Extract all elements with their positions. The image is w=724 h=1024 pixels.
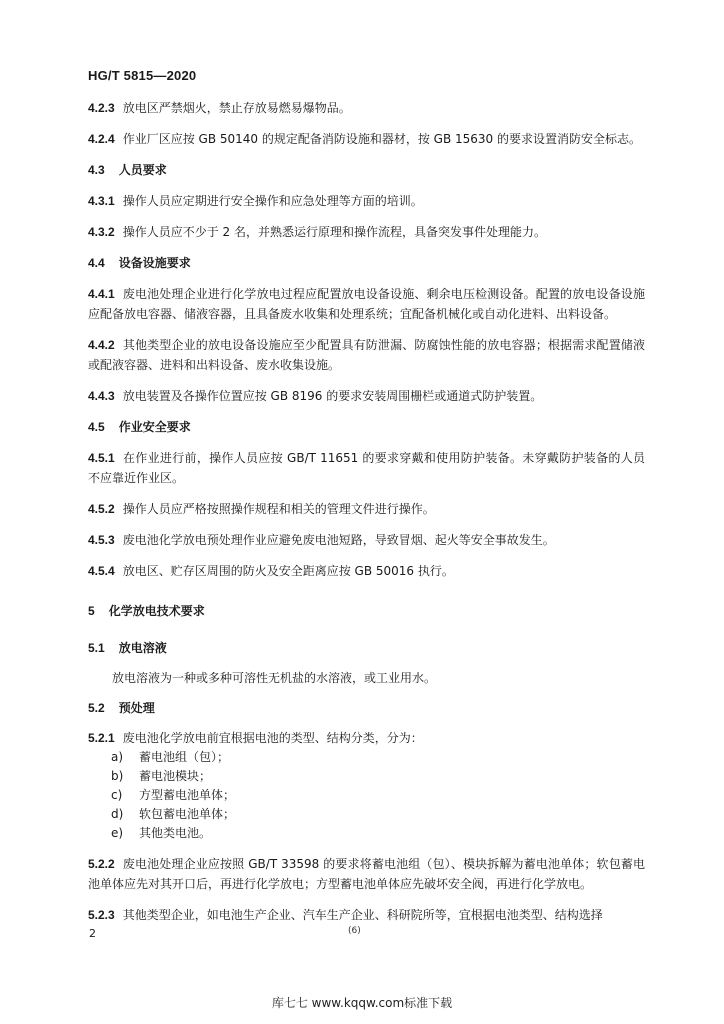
section-heading-5-1: 5.1 放电溶液 xyxy=(88,641,167,655)
clause-4-4-2: 4.4.2 其他类型企业的放电设备设施应至少配置具有防泄漏、防腐蚀性能的放电容器；根据需求配置储液或配液容器、进料和出料设备、废水收集设施。 xyxy=(88,338,645,372)
section-heading-5-2: 5.2 预处理 xyxy=(88,701,155,715)
paragraph-5-1: 放电溶液为一种或多种可溶性无机盐的水溶液，或工业用水。 xyxy=(112,671,437,685)
clause-4-2-3: 4.2.3 放电区严禁烟火，禁止存放易燃易爆物品。 xyxy=(88,101,351,115)
clause-4-5-1: 4.5.1 在作业进行前，操作人员应按 GB/T 11651 的要求穿戴和使用防护装备。未穿戴防护装备的人员不应靠近作业区。 xyxy=(88,451,645,485)
chapter-heading-5: 5 化学放电技术要求 xyxy=(88,604,205,618)
page-number: 2 xyxy=(89,927,96,940)
list-item: d) 软包蓄电池单体； xyxy=(111,807,236,821)
section-heading-4-3: 4.3 人员要求 xyxy=(88,163,167,177)
clause-5-2-3: 5.2.3 其他类型企业，如电池生产企业、汽车生产企业、科研院所等，宜根据电池类型、结构选择 xyxy=(88,908,603,922)
download-watermark: 库七七 www.kqqw.com标准下载 xyxy=(271,996,453,1010)
clause-4-4-3: 4.4.3 放电装置及各操作位置应按 GB 8196 的要求安装周围栅栏或通道式防护装置。 xyxy=(88,389,543,403)
footer-center-mark: (6) xyxy=(348,926,361,936)
document-body xyxy=(88,98,645,925)
clause-5-2-2: 5.2.2 废电池处理企业应按照 GB/T 33598 的要求将蓄电池组（包）、模块拆解为蓄电池单体；软包蓄电池单体应先对其开口后，再进行化学放电；方型蓄电池单体应先破坏安全阀，再进行化学放电。 xyxy=(88,857,645,891)
clause-5-2-1: 5.2.1 废电池化学放电前宜根据电池的类型、结构分类，分为： xyxy=(88,731,423,745)
section-heading-4-5: 4.5 作业安全要求 xyxy=(88,420,191,434)
list-item: a) 蓄电池组（包）； xyxy=(111,750,230,764)
list-item: e) 其他类电池。 xyxy=(111,826,212,840)
standard-number-header: HG/T 5815—2020 xyxy=(88,68,197,83)
clause-4-5-4: 4.5.4 放电区、贮存区周围的防火及安全距离应按 GB 50016 执行。 xyxy=(88,564,454,578)
clause-4-3-2: 4.3.2 操作人员应不少于 2 名，并熟悉运行原理和操作流程，具备突发事件处理能力。 xyxy=(88,225,546,239)
clause-4-3-1: 4.3.1 操作人员应定期进行安全操作和应急处理等方面的培训。 xyxy=(88,194,423,208)
list-item: c) 方型蓄电池单体； xyxy=(111,788,236,802)
clause-4-5-2: 4.5.2 操作人员应严格按照操作规程和相关的管理文件进行操作。 xyxy=(88,502,435,516)
clause-4-5-3: 4.5.3 废电池化学放电预处理作业应避免废电池短路，导致冒烟、起火等安全事故发生。 xyxy=(88,533,555,547)
section-heading-4-4: 4.4 设备设施要求 xyxy=(88,256,191,270)
list-item: b) 蓄电池模块； xyxy=(111,769,212,783)
clause-4-2-4: 4.2.4 作业厂区应按 GB 50140 的规定配备消防设施和器材，按 GB 15630 的要求设置消防安全标志。 xyxy=(88,132,642,146)
clause-4-4-1: 4.4.1 废电池处理企业进行化学放电过程应配置放电设备设施、剩余电压检测设备。配置的放电设备设施应配备放电容器、储液容器，且具备废水收集和处理系统；宜配备机械化或自动化进料、出料设备。 xyxy=(88,287,645,321)
